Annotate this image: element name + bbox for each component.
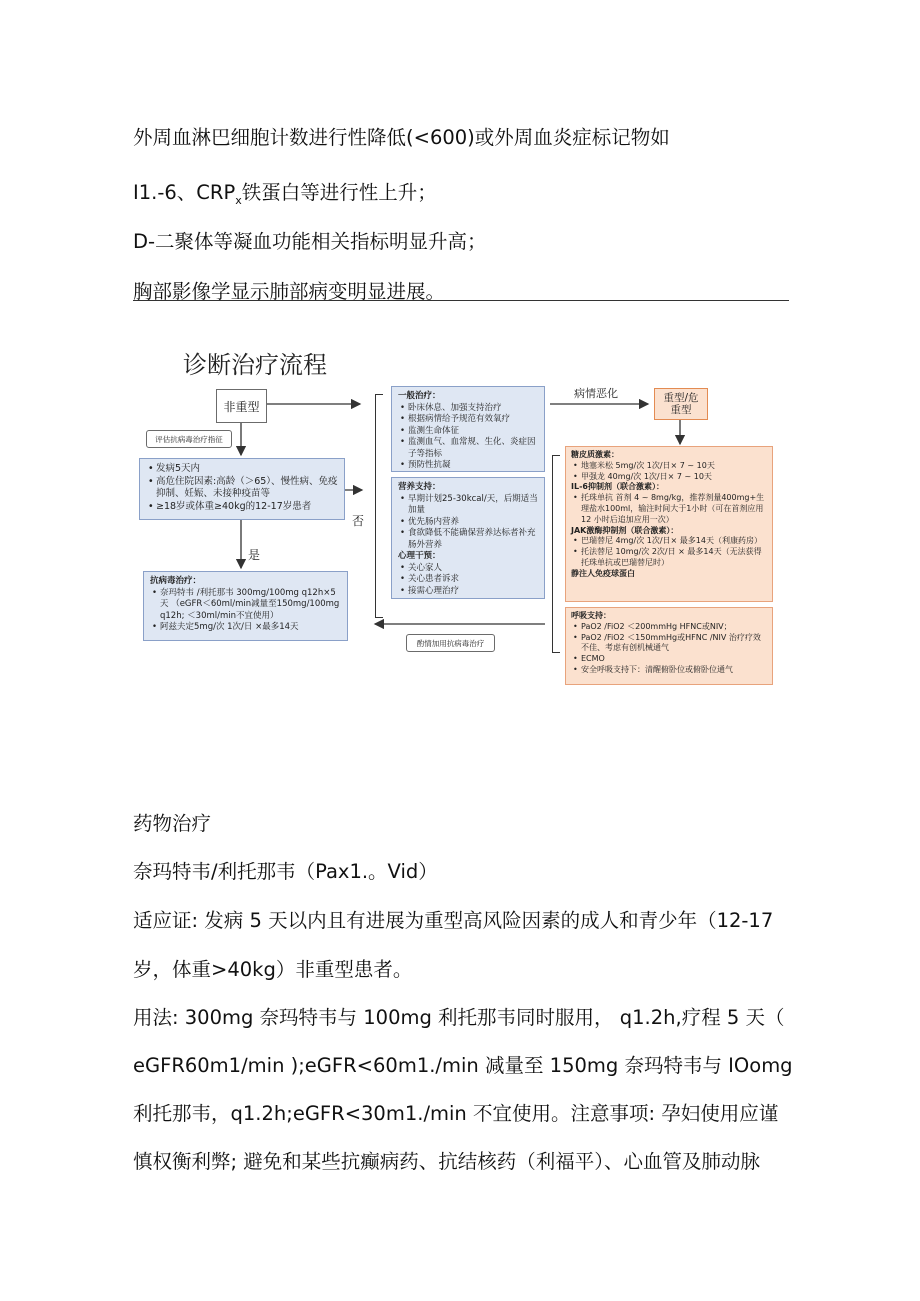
add-antiviral-label: 酌情加用抗病毒治疗	[406, 634, 495, 652]
no-label: 否	[352, 514, 365, 528]
respiratory-heading: 呼吸支持：	[571, 611, 611, 620]
jak-heading: JAK激酶抑制剂（联合激素）：	[571, 525, 679, 535]
antiviral-item: • 阿兹夫定5mg/次 1次/日 ×最多14天	[150, 622, 341, 634]
respiratory-item: • 安全呼吸支持下：清醒俯卧位或俯卧位通气	[571, 665, 767, 676]
nutrition-item: • 优先肠内营养	[398, 517, 538, 529]
respiratory-item: • PaO2 /FiO2 ＜150mmHg或HFNC /NIV 治疗疗效不佳、考虑有创机械通气	[571, 633, 767, 655]
respiratory-item: • ECMO	[571, 654, 767, 665]
nutrition-box	[391, 477, 545, 599]
nutrition-item: • 食欲降低不能确保营养达标者补充肠外营养	[398, 528, 538, 551]
respiratory-box	[565, 607, 773, 685]
paragraph-line-4: 胸部影像学显示肺部病变明显进展。	[133, 280, 446, 303]
general-item: • 监测生命体征	[398, 426, 538, 438]
psych-item: • 关心患者诉求	[398, 574, 538, 586]
jak-item: • 巴瑞替尼 4mg/次 1次/日× 最多14天（利康药房）	[571, 536, 767, 547]
severe-box: 重型/危重型	[654, 388, 708, 420]
yes-label: 是	[248, 548, 261, 562]
right-bracket	[552, 455, 560, 653]
criteria-item: • 发病5天内	[146, 463, 338, 476]
psych-heading: 心理干预：	[398, 551, 441, 561]
drug-text-line: 利托那韦，q1.2h;eGFR<30m1./min 不宜使用。注意事项: 孕妇使用应谨	[133, 1102, 779, 1125]
steroid-heading: 糖皮质激素：	[571, 450, 619, 459]
psych-item: • 接需心理治疗	[398, 586, 538, 598]
paragraph-line-3: D-二聚体等凝血功能相关指标明显升高；	[133, 230, 487, 253]
general-item: • 卧床休息、加强支持治疗	[398, 403, 538, 415]
criteria-item: • 高危住院因素:高龄（＞65）、慢性病、免疫抑制、妊娠、未接种疫苗等	[146, 476, 338, 501]
psych-item: • 关心家人	[398, 563, 538, 575]
steroid-item: • 地塞米松 5mg/次 1次/日× 7 ~ 10天	[571, 461, 767, 472]
general-item: • 预防性抗凝	[398, 460, 538, 472]
antiviral-item: • 奈玛特韦 /利托那韦 300mg/100mg q12h×5天 （eGFR＜60ml/min减量至150mg/100mg q12h; ＜30ml/min不宜使用）	[150, 588, 341, 623]
paragraph-line-2-suffix: 铁蛋白等进行性上升；	[241, 181, 437, 204]
general-item: • 监测血气、血常规、生化、炎症因子等指标	[398, 437, 538, 460]
middle-bracket	[375, 394, 383, 618]
il6-item: • 托珠单抗 首剂 4 ~ 8mg/kg，推荐剂量400mg+生理盐水100ml，输注时间大于1小时（可在首剂应用 12 小时后追加应用一次）	[571, 493, 767, 525]
paragraph-line-2-subscript: x	[235, 194, 242, 207]
paragraph-line-1: 外周血淋巴细胞计数进行性降低(<600)或外周血炎症标记物如	[133, 126, 670, 149]
steroid-item: • 甲强龙 40mg/次 1次/日× 7 ~ 10天	[571, 472, 767, 483]
drug-name: 奈玛特韦/利托那韦（Pax1.。Vid）	[133, 860, 438, 883]
respiratory-item: • PaO2 /FiO2 ＜200mmHg HFNC或NIV；	[571, 622, 767, 633]
drug-text-line: 慎权衡利弊; 避免和某些抗癫病药、抗结核药（利福平）、心血管及肺动脉	[133, 1150, 761, 1173]
flowchart-title: 诊断治疗流程	[183, 351, 327, 379]
non-severe-box: 非重型	[216, 389, 267, 423]
drug-text-line: eGFR60m1∕min );eGFR<60m1./min 减量至 150mg 奈玛特韦与 IOomg	[133, 1054, 793, 1077]
drug-text-line: 岁，体重>40kg）非重型患者。	[133, 958, 413, 981]
worsen-label: 病情恶化	[574, 387, 618, 400]
ivig-heading: 静注人免疫球蛋白	[571, 568, 635, 578]
paragraph-line-2-prefix: I1.-6、CRP	[133, 181, 236, 204]
general-treatment-box	[391, 386, 545, 472]
il6-heading: IL-6抑制剂（联合激素）：	[571, 482, 664, 492]
nutrition-heading: 营养支持：	[398, 482, 441, 492]
drug-section-heading: 药物治疗	[133, 812, 212, 835]
criteria-box	[139, 458, 345, 520]
steroid-box	[565, 446, 773, 602]
assess-label: 评估抗病毒治疗指征	[146, 430, 232, 448]
general-item: • 根据病情给予规范有效氧疗	[398, 414, 538, 426]
nutrition-item: • 早期计划25-30kcal/天，后期适当加量	[398, 494, 538, 517]
antiviral-box	[143, 571, 348, 641]
antiviral-heading: 抗病毒治疗：	[150, 576, 202, 586]
criteria-item: • ≥18岁或体重≥40kg的12-17岁患者	[146, 501, 338, 514]
drug-text-line: 用法: 300mg 奈玛特韦与 100mg 利托那韦同时服用， q1.2h,疗程 5 天（	[133, 1006, 785, 1029]
jak-item: • 托法替尼 10mg/次 2次/日 × 最多14天（无法获得托珠单抗或巴瑞替尼时）	[571, 547, 767, 569]
general-heading: 一般治疗：	[398, 391, 441, 401]
drug-text-line: 适应证: 发病 5 天以内且有进展为重型高风险因素的成人和青少年（12-17	[133, 909, 774, 932]
